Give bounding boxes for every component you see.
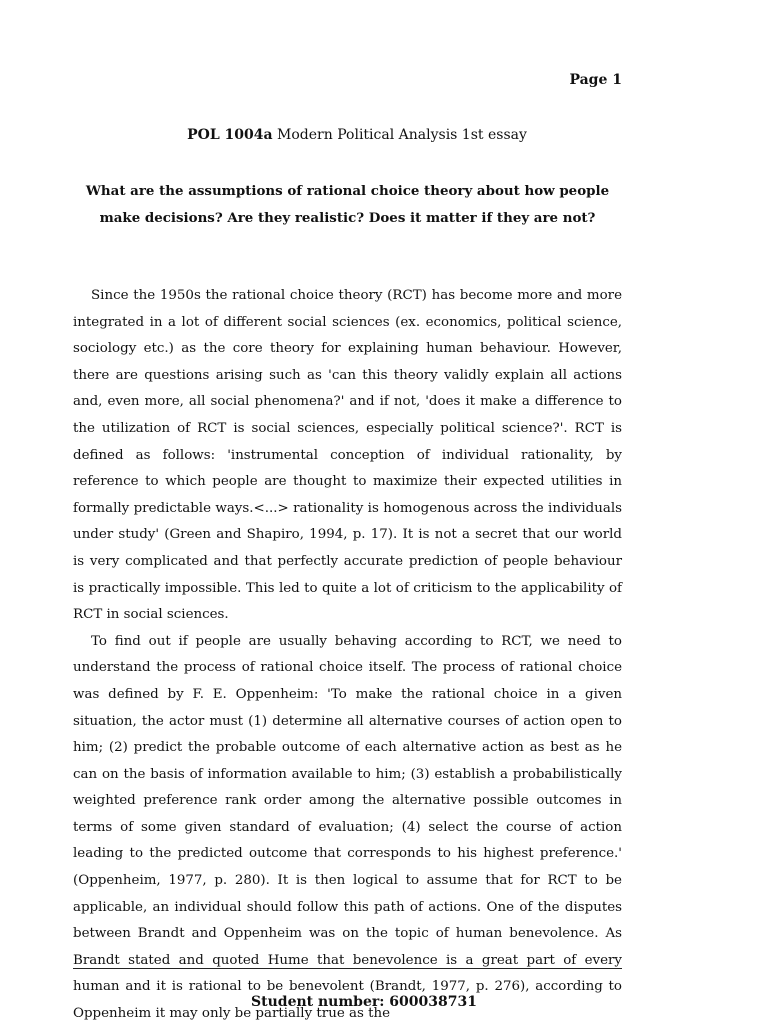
footer-rule	[73, 968, 622, 969]
essay-question: What are the assumptions of rational choice theory about how people make decisions? Are they realistic? Does it matter if they are not?	[85, 183, 610, 226]
course-title: Modern Political Analysis 1st essay	[272, 127, 527, 143]
essay-body	[73, 283, 622, 1028]
page-number: Page 1	[569, 72, 622, 88]
paragraph-2: To find out if people are usually behaving according to RCT, we need to understand the process of rational choice itself. The process of rational choice was defined by F. E. Oppenheim: 'To make the rational choice in a given situation, the actor must (1) determine all alternative courses of action open to him; (2) predict the probable outcome of each alternative action as best as he can on the basis of information available to him; (3) establish a probabilistically weighted preference rank order among the alternative possible outcomes in terms of some given standard of evaluation; (4) select the course of action leading to the predicted outcome that corresponds to his highest preference.' (Oppenheim, 1977, p. 280). It is then logical to assume that for RCT to be applicable, an individual should follow this path of actions. One of the disputes between Brandt and Oppenheim was on the topic of human benevolence. As Brandt stated and quoted Hume that benevolence is a great part of every human and it is rational to be benevolent (Brandt, 1977, p. 276), according to Oppenheim it may only be partially true as the	[73, 633, 622, 1022]
course-line	[0, 127, 714, 143]
student-number: Student number: 600038731	[251, 994, 477, 1010]
course-code: POL 1004a	[187, 127, 273, 143]
paragraph-1: Since the 1950s the rational choice theory (RCT) has become more and more integrated in a lot of different social sciences (ex. economics, political science, sociology etc.) as the core theory for explaining human behaviour. However, there are questions arising such as 'can this theory validly explain all actions and, even more, all social phenomena?' and if not, 'does it make a difference to the utilization of RCT is social sciences, especially political science?'. RCT is defined as follows: 'instrumental conception of individual rationality, by reference to which people are thought to maximize their expected utilities in formally predictable ways.<...> rationality is homogenous across the individuals under study' (Green and Shapiro, 1994, p. 17). It is not a secret that our world is very complicated and that perfectly accurate prediction of people behaviour is practically impossible. This led to quite a lot of criticism to the applicability of RCT in social sciences.	[73, 288, 622, 623]
